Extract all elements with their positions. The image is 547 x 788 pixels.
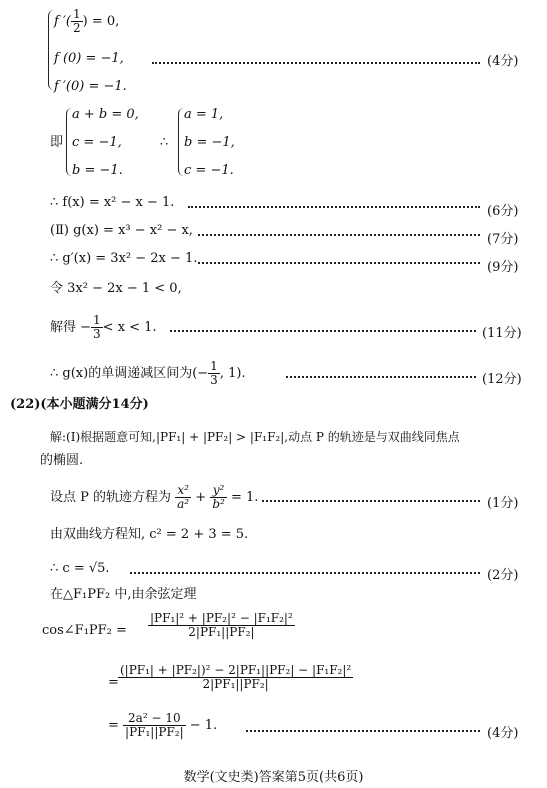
equation-f-prime-zero: f ′(0) = −1. xyxy=(54,79,127,94)
dot-leader xyxy=(170,330,476,332)
ellipse-plus: + xyxy=(195,490,207,505)
interval-fraction xyxy=(208,360,220,387)
equation-f-prime-half xyxy=(54,8,119,35)
equation-f-zero: f (0) = −1, xyxy=(54,51,124,66)
score-6: (6分) xyxy=(487,204,519,219)
dot-leader xyxy=(262,500,480,502)
ellipse-eq-suffix: = 1. xyxy=(230,490,259,505)
cosine-frac-2 xyxy=(118,664,353,691)
q22-heading: (22)(本小题满分14分) xyxy=(10,397,149,412)
frac3-den: |PF₁||PF₂| xyxy=(125,725,184,739)
frac2-den: 2|PF₁||PF₂| xyxy=(202,677,269,691)
ellipse-x-den: a² xyxy=(177,497,190,511)
page-footer: 数学(文史类)答案第5页(共6页) xyxy=(183,770,364,785)
dot-leader xyxy=(286,376,476,378)
cosine-frac-3-line xyxy=(108,712,217,739)
solve-numerator: 1 xyxy=(93,313,101,327)
score-2: (2分) xyxy=(487,568,519,583)
score-4b: (4分) xyxy=(487,726,519,741)
system-a-row-1: a + b = 0, xyxy=(72,107,139,122)
frac3-num: 2a² − 10 xyxy=(123,712,186,726)
f-result: ∴ f(x) = x² − x − 1. xyxy=(50,195,175,210)
interval-prefix: ∴ g(x)的单调递减区间为(− xyxy=(50,366,209,381)
solve-denominator: 3 xyxy=(93,327,101,341)
ellipse-frac-x xyxy=(175,484,191,511)
system-a-row-3: b = −1. xyxy=(72,163,123,178)
dot-leader xyxy=(152,62,480,64)
score-1: (1分) xyxy=(487,496,519,511)
frac1-den: 2|PF₁||PF₂| xyxy=(188,625,255,639)
dot-leader xyxy=(198,262,480,264)
frac1-num: |PF₁|² + |PF₂|² − |F₁F₂|² xyxy=(150,611,293,625)
frac3-suffix: − 1. xyxy=(189,718,218,733)
q22-solution-line-2: 的椭圆. xyxy=(40,453,84,468)
ellipse-eq-prefix: 设点 P 的轨迹方程为 xyxy=(50,490,172,505)
eq1-suffix: ) = 0, xyxy=(82,14,120,29)
inequality-line: 令 3x² − 2x − 1 < 0, xyxy=(50,281,182,296)
system-b-row-3: c = −1. xyxy=(184,163,234,178)
interval-suffix: , 1). xyxy=(219,366,246,381)
therefore-symbol: ∴ xyxy=(160,135,169,150)
lead-ji: 即 xyxy=(50,135,64,150)
eq1-numerator: 1 xyxy=(72,7,81,21)
equals-2: = xyxy=(108,675,119,690)
system-a-row-2: c = −1, xyxy=(72,135,122,150)
eq1-fraction xyxy=(71,8,83,35)
solve-suffix: < x < 1. xyxy=(102,320,157,335)
interval-denominator: 3 xyxy=(210,373,218,387)
score-12: (12分) xyxy=(482,372,522,387)
dot-leader xyxy=(246,730,480,732)
part2-g: (Ⅱ) g(x) = x³ − x² − x, xyxy=(50,223,193,238)
eq1-denominator: 2 xyxy=(72,21,81,35)
solve-line xyxy=(50,314,157,341)
solve-prefix: 解得 − xyxy=(50,320,92,335)
score-7: (7分) xyxy=(487,232,519,247)
c-squared-line: 由双曲线方程知, c² = 2 + 3 = 5. xyxy=(50,527,249,542)
frac2-num: (|PF₁| + |PF₂|)² − 2|PF₁||PF₂| − |F₁F₂|² xyxy=(120,663,352,677)
frac3 xyxy=(123,712,186,739)
ellipse-x-num: x² xyxy=(175,484,191,498)
interval-line xyxy=(50,360,246,387)
frac2 xyxy=(118,664,353,691)
system-b-row-1: a = 1, xyxy=(184,107,224,122)
system-b-row-2: b = −1, xyxy=(184,135,235,150)
equals-3: = xyxy=(108,718,124,733)
c-result-line: ∴ c = √5. xyxy=(50,561,110,576)
q22-solution-line-1: 解:(Ⅰ)根据题意可知,|PF₁| + |PF₂| > |F₁F₂|,动点 P 的轨迹是与双曲线同焦点 xyxy=(50,430,460,444)
cosine-lhs: cos∠F₁PF₂ = xyxy=(42,623,127,638)
dot-leader xyxy=(198,234,480,236)
cosine-frac-1 xyxy=(148,612,295,639)
cosine-intro: 在△F₁PF₂ 中,由余弦定理 xyxy=(50,587,197,602)
dot-leader xyxy=(130,572,480,574)
frac1 xyxy=(148,612,295,639)
solve-fraction xyxy=(91,314,103,341)
interval-numerator: 1 xyxy=(210,359,218,373)
score-9: (9分) xyxy=(487,260,519,275)
score-11: (11分) xyxy=(482,326,522,341)
ellipse-frac-y xyxy=(210,484,227,511)
score-4a: (4分) xyxy=(487,54,519,69)
eq1-prefix: f ′( xyxy=(54,14,71,29)
dot-leader xyxy=(188,206,480,208)
ellipse-y-num: y² xyxy=(210,484,227,498)
ellipse-equation-line xyxy=(50,484,258,511)
derivative-g: ∴ g′(x) = 3x² − 2x − 1. xyxy=(50,251,198,266)
ellipse-y-den: b² xyxy=(212,497,225,511)
